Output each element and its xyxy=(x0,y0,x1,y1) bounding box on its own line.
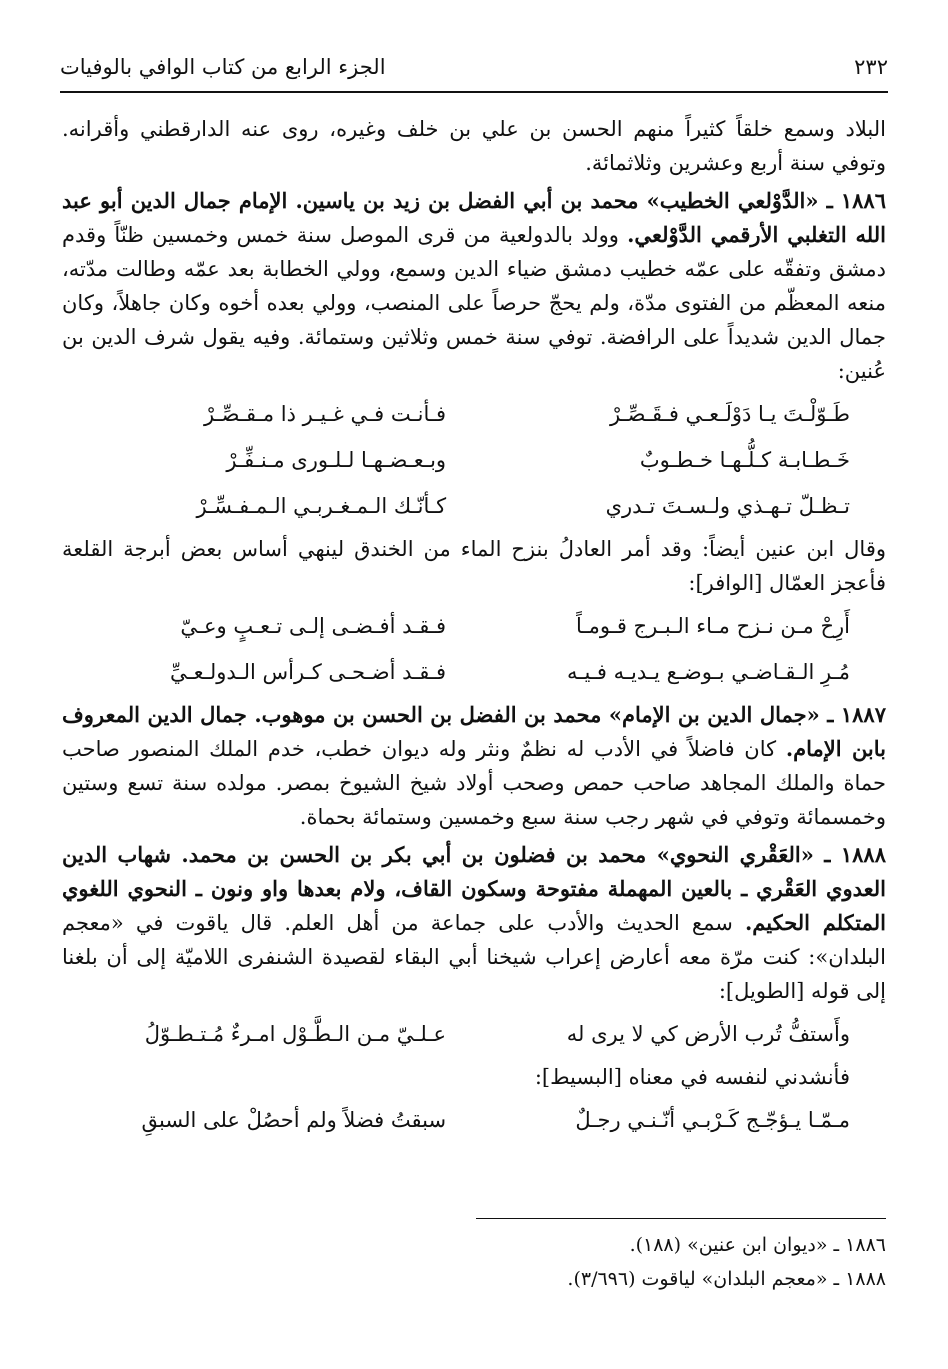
verse-line xyxy=(102,394,850,434)
entry-heading: ١٨٨٨ ـ «العَقْري النحوي» محمد بن فضلون بن أبي بكر بن الحسن بن محمد. شهاب الدين العدوي العَقْري ـ بالعين المهملة مفتوحة وسكون القاف، ولام بعدها واو ونون ـ النحوي اللغوي المتكلم الحكيم. xyxy=(62,842,886,935)
footnotes xyxy=(62,1228,886,1296)
entry-text: سمع الحديث والأدب على جماعة من أهل العلم. قال ياقوت في «معجم البلدان»: كنت مرّة معه أعارض إعراب شيخنا أبي البقاء لقصيدة الشنفرى اللاميّة إلى أن بلغنا إلى قوله [الطويل]: xyxy=(62,911,886,1003)
footnote: ١٨٨٨ ـ «معجم البلدان» لياقوت (٣/٦٩٦). xyxy=(567,1268,886,1290)
header-rule xyxy=(60,91,888,93)
hemistich-second: فـقـد أضـحـى كـرأس الـدولـعـيِّ xyxy=(169,660,447,684)
entry-1888 xyxy=(62,838,886,1008)
hemistich-first: طَـوّلْـتَ يـا دَوْلَـعـي فـقَـصِّـرْ xyxy=(609,402,850,426)
hemistich-first: وأَستفُّ تُرب الأرض كي لا يرى له xyxy=(566,1022,850,1046)
hemistich-second: فـأنـت فـي غـيـر ذا مـقـصِّـرْ xyxy=(203,402,447,426)
hemistich-second: سبقتُ فضلاً ولم أحصُلْ على السبقِ xyxy=(141,1108,447,1132)
page-header xyxy=(60,44,888,90)
paragraph: فأنشدني لنفسه في معناه [البسيط]: xyxy=(534,1065,850,1089)
hemistich-first: مُـرِ الـقـاضـي بـوضـع يـديـه فـيـه xyxy=(567,660,850,684)
hemistich-second: كـأنّـك الـمـغـربـي الـمـفـسِّـرْ xyxy=(196,494,447,518)
paragraph: وقال ابن عنين أيضاً: وقد أمر العادلُ بنزح الماء من الخندق لينهي أساس بعض أبرجة القلعة فأعجز العمّال [الوافر]: xyxy=(62,537,886,595)
hemistich-first: خَـطـابـة كـلُّـهـا خـطـوبٌ xyxy=(639,448,850,472)
entry-1887 xyxy=(62,698,886,834)
verse-line xyxy=(102,440,850,480)
main-text xyxy=(62,112,886,1146)
entry-text: كان فاضلاً في الأدب له نظمٌ ونثر وله ديوان خطب، خدم الملك المنصور صاحب حماة والملك المجاهد صاحب حمص وصحب أولاد شيخ الشيوخ بمصر. مولده سنة تسع وستين وخمسمائة وتوفي في شهر رجب سنة سبع وخمسين وستمائة بحماة. xyxy=(62,737,886,829)
paragraph: البلاد وسمع خلقاً كثيراً منهم الحسن بن علي بن خلف وغيره، روى عنه الدارقطني وأقرانه. وتوفي سنة أربع وعشرين وثلاثمائة. xyxy=(62,117,886,175)
verse-line xyxy=(102,1014,850,1054)
entry-text: وولد بالدولعية من قرى الموصل سنة خمس وخمسين ظنّاً وقدم دمشق وتفقّه على عمّه خطيب دمشق ضياء الدين وسمع، وولي الخطابة بعد عمّه وطالت مدّته، منعه المعظّم من الفتوى مدّة، ولم يحجّ حرصاً على المنصب، وولي بعده أخوه وكان جاهلاً، وكان جمال الدين شديداً على الرافضة. توفي سنة خمس وثلاثين وستمائة. وفيه يقول شرف الدين بن عُنين: xyxy=(62,223,886,383)
entry-1886 xyxy=(62,184,886,388)
verse-line xyxy=(102,652,850,692)
verse-line xyxy=(102,486,850,526)
hemistich-first: مـمّـا يـؤجّـج كَـرْبـي أنّـنـي رجـلٌ xyxy=(575,1108,850,1132)
hemistich-second: عـلـيّ مـن الـطَّـوْل امـرءٌ مُـتـطـوّلُ xyxy=(144,1022,447,1046)
entry-heading: ١٨٨٦ ـ «الدَّوْلعي الخطيب» محمد بن أبي الفضل بن زيد بن ياسين. الإمام جمال الدين أبو عبد الله التغلبي الأرقمي الدَّوْلعي. xyxy=(62,188,886,247)
page-number: ٢٣٢ xyxy=(854,55,888,79)
footnote-rule xyxy=(476,1218,886,1219)
hemistich-first: أَرِحْ مـن نـزح مـاء الـبـرج قـومـاً xyxy=(576,614,850,638)
hemistich-second: فـقـد أفـضـى إلـى تـعـبٍ وعـيّ xyxy=(180,614,447,638)
running-title: الجزء الرابع من كتاب الوافي بالوفيات xyxy=(60,55,386,79)
hemistich-first: تـظـلّ تـهـذي ولـسـتَ تـدري xyxy=(605,494,850,518)
hemistich-second: وبـعـضـهـا لـلـورى مـنـفِّـرْ xyxy=(226,448,447,472)
verse-line xyxy=(102,1100,850,1140)
entry-heading: ١٨٨٧ ـ «جمال الدين بن الإمام» محمد بن الفضل بن الحسن بن موهوب. جمال الدين المعروف بابن الإمام. xyxy=(62,702,887,761)
footnote: ١٨٨٦ ـ «ديوان ابن عنين» (١٨٨). xyxy=(629,1234,886,1256)
verse-line xyxy=(102,606,850,646)
